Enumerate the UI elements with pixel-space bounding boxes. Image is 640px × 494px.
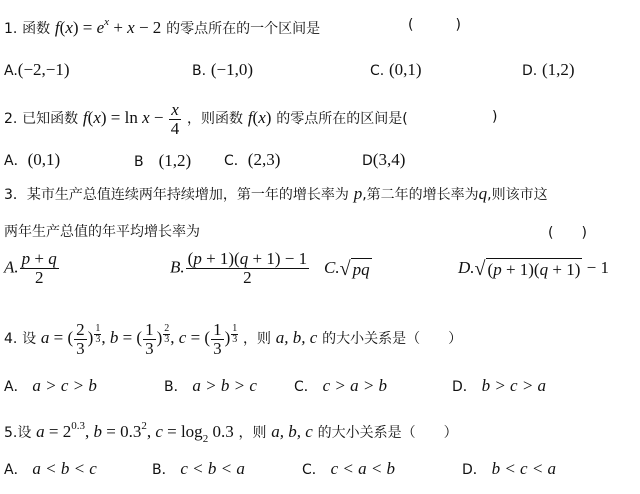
q3-number: 3．: [4, 187, 27, 203]
question-1: [4, 12, 320, 39]
q5-formula: $a = 2^{0.3}$, $b = 0.3^2$, $c = \log_2 0.3$: [36, 420, 234, 445]
q5-option-d[interactable]: D． b < c < a: [462, 459, 557, 478]
q1-option-d[interactable]: D. (1,2): [522, 60, 575, 79]
question-3-line-2: [4, 221, 200, 242]
q1-text-after: 的零点所在的一个区间是: [166, 21, 321, 37]
q1-text-before: 函数: [22, 21, 51, 37]
question-2: [4, 100, 408, 138]
q5-option-c[interactable]: C． c < a < b: [302, 459, 396, 478]
q2-option-b[interactable]: B (1,2): [134, 151, 192, 170]
question-4: [4, 318, 462, 359]
q2-formula-ref: f(x): [247, 108, 272, 127]
q1-option-c[interactable]: C. (0,1): [370, 60, 422, 79]
q2-option-d[interactable]: D(3,4): [362, 150, 406, 169]
q2-option-c[interactable]: C．(2,3): [224, 150, 281, 169]
q5-option-a[interactable]: A． a < b < c: [4, 459, 97, 478]
q1-option-b[interactable]: B. (−1,0): [192, 60, 254, 79]
question-3-line-1: [4, 184, 548, 205]
q4-text-before: 设: [22, 331, 37, 347]
q2-text-before: 已知函数: [22, 111, 79, 127]
q2-option-a[interactable]: A．(0,1): [4, 150, 61, 169]
q3-option-b[interactable]: B. $\frac{(p + 1)(q + 1) - 1}{2}$: [170, 249, 308, 287]
q3-text-1: 某市生产总值连续两年持续增加，第一年的增长率为: [26, 187, 349, 203]
q5-text-before: 设: [17, 425, 32, 441]
q1-answer-paren: ( ): [408, 17, 461, 33]
q4-number: 4.: [4, 331, 18, 347]
q4-option-d[interactable]: D． b > c > a: [452, 376, 547, 395]
q5-text-after: 的大小关系是（ ）: [317, 425, 458, 441]
q1-option-a[interactable]: A.(−2,−1): [4, 60, 70, 79]
question-5: [4, 416, 458, 449]
q4-text-after: 的大小关系是（ ）: [322, 331, 463, 347]
q2-text-mid: ，则函数: [187, 111, 244, 127]
q3-var-q: q: [478, 184, 488, 203]
q5-vars: a, b, c: [271, 422, 313, 441]
q3-text-line-2: 两年生产总值的年平均增长率为: [4, 224, 200, 240]
q2-answer-paren-close: ): [492, 109, 498, 125]
q3-answer-paren: ( ): [548, 225, 587, 241]
q4-vars: a, b, c: [275, 328, 318, 347]
q5-option-b[interactable]: B． c < b < a: [152, 459, 245, 478]
q5-number: 5.: [4, 425, 18, 441]
q1-formula: $f(x) = e^x + x - 2$: [54, 16, 162, 37]
q1-number: 1.: [4, 21, 18, 37]
q3-option-c[interactable]: C. √ pq: [324, 258, 370, 280]
q3-option-d[interactable]: D. √ (p + 1)(q + 1) − 1: [458, 258, 609, 280]
q3-option-a[interactable]: A. $\frac{p + q}{2}$: [4, 249, 57, 287]
q3-text-3: ,则该市这: [487, 187, 548, 203]
q3-text-2: ,第二年的增长率为: [362, 187, 479, 203]
q2-text-after: 的零点所在的区间是(: [276, 111, 408, 127]
q4-formula: a = ( $\frac{2}{3}$ ) $\frac{1}{3}$ , b = ( $\frac{1}{3}$ ) $\frac{2}{3}$ , c = ( $\frac{1}{3}$ ) $\frac{1}{3}$: [40, 319, 238, 358]
q2-number: 2.: [4, 111, 18, 127]
q3-var-p: p: [353, 184, 363, 203]
q4-option-a[interactable]: A． a > c > b: [4, 376, 97, 395]
q5-text-mid: ，则: [238, 425, 267, 441]
q4-option-b[interactable]: B． a > b > c: [164, 376, 257, 395]
q4-option-c[interactable]: C． c > a > b: [294, 376, 388, 395]
q2-formula: f(x) = ln x − $\frac{x}{4}$: [82, 99, 180, 138]
q4-text-mid: ，则: [243, 331, 272, 347]
